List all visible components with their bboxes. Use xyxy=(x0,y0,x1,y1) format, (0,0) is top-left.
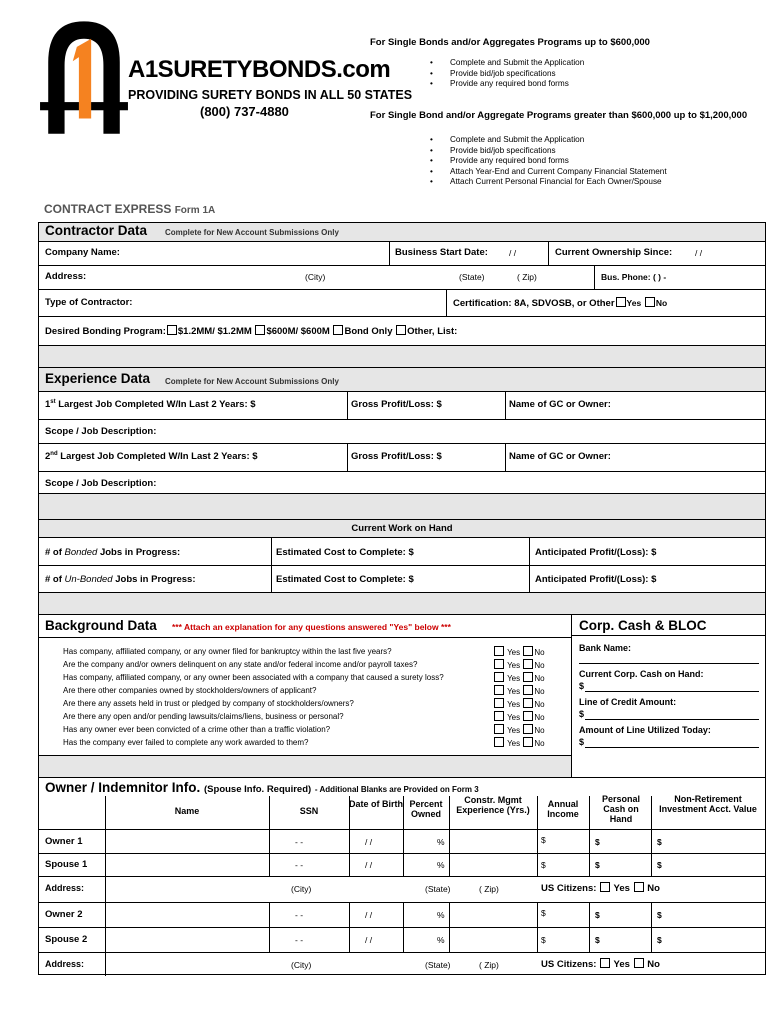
state-field[interactable]: (State) xyxy=(459,272,485,282)
bg-answer-3[interactable]: Yes No xyxy=(493,672,545,683)
unbonded-cost-label: Estimated Cost to Complete: $ xyxy=(276,574,414,585)
col-retirement: Non-Retirement Investment Acct. Value xyxy=(659,794,757,814)
corp-cash-title: Corp. Cash & BLOC xyxy=(579,618,707,633)
program-other-checkbox[interactable] xyxy=(396,325,406,335)
large-bond-heading: For Single Bond and/or Aggregate Programs greater than $600,000 up to $1,200,000 xyxy=(370,110,748,121)
single-bond-heading: For Single Bonds and/or Aggregates Programs up to $600,000 xyxy=(370,37,650,48)
owner-2-label: Owner 2 xyxy=(45,909,83,920)
col-dob: Date of Birth xyxy=(349,799,403,809)
background-title: Background Data xyxy=(45,618,157,633)
program-bond-only-checkbox[interactable] xyxy=(333,325,343,335)
experience-title: Experience Data xyxy=(45,371,151,386)
spouse-1-label: Spouse 1 xyxy=(45,859,88,870)
work-on-hand-title: Current Work on Hand xyxy=(351,523,453,534)
owner-1-income[interactable]: $ xyxy=(541,835,546,845)
contractor-title: Contractor Data xyxy=(45,223,148,238)
gross-profit-2-label: Gross Profit/Loss: $ xyxy=(351,451,442,462)
owner-1-ssn[interactable]: - - xyxy=(295,837,304,847)
owner-title: Owner / Indemnitor Info. (Spouse Info. Required) - Additional Blanks are Provided on Form 3 xyxy=(45,780,479,795)
a1-logo-icon xyxy=(38,16,130,134)
owner-2-dob[interactable]: / / xyxy=(365,910,373,920)
unbonded-profit-label: Anticipated Profit/(Loss): $ xyxy=(535,574,657,585)
gc-owner-2-label: Name of GC or Owner: xyxy=(509,451,611,462)
certification-field: Certification: 8A, SDVOSB, or Other Yes No xyxy=(453,298,668,309)
list-item: • Attach Year-End and Current Company Financial Statement xyxy=(428,167,667,178)
spouse-1-cash[interactable]: $ xyxy=(595,860,600,870)
col-name: Name xyxy=(174,806,200,816)
bus-phone-field[interactable]: Bus. Phone: ( ) - xyxy=(601,272,667,282)
owner-section xyxy=(38,777,766,975)
spouse-2-income[interactable]: $ xyxy=(541,935,546,945)
brand-phone: (800) 737-4880 xyxy=(200,104,289,119)
bg-question-3: Has company, affiliated company, or any owner been associated with a company that caused a surety loss? xyxy=(63,673,444,682)
bank-name-label: Bank Name: xyxy=(579,643,632,653)
contractor-type-label: Type of Contractor: xyxy=(45,297,133,308)
owner-1-percent[interactable]: % xyxy=(437,837,445,847)
gc-owner-1-label: Name of GC or Owner: xyxy=(509,399,611,410)
bg-question-7: Has any owner ever been convicted of a crime other than a traffic violation? xyxy=(63,725,331,734)
address-label: Address: xyxy=(45,271,87,282)
bg-question-4: Are there other companies owned by stockholders/owners of applicant? xyxy=(63,686,317,695)
spouse-2-percent[interactable]: % xyxy=(437,935,445,945)
spouse-1-dob[interactable]: / / xyxy=(365,860,373,870)
scope-2-label: Scope / Job Description: xyxy=(45,478,157,489)
list-item: • Provide bid/job specifications xyxy=(428,146,667,157)
col-experience: Constr. Mgmt Experience (Yrs.) xyxy=(456,795,530,815)
largest-job-2-label: 2nd Largest Job Completed W/In Last 2 Years: $ xyxy=(45,451,258,463)
spouse-2-retirement[interactable]: $ xyxy=(657,935,662,945)
col-cash: Personal Cash on Hand xyxy=(601,794,641,824)
owner-1-retirement[interactable]: $ xyxy=(657,837,662,847)
company-name-label: Company Name: xyxy=(45,247,120,258)
bg-answer-4[interactable]: Yes No xyxy=(493,685,545,696)
form-title: CONTRACT EXPRESS Form 1A xyxy=(44,202,216,216)
owner-address-2-label: Address: xyxy=(45,959,85,969)
list-item: • Attach Current Personal Financial for Each Owner/Spouse xyxy=(428,177,667,188)
bg-question-2: Are the company and/or owners delinquent on any state and/or federal income and/or payroll taxes? xyxy=(63,660,418,669)
spouse-1-percent[interactable]: % xyxy=(437,860,445,870)
owner-address-1-label: Address: xyxy=(45,883,85,893)
bg-question-5: Are there any assets held in trust or pledged by company of stockholders/owners? xyxy=(63,699,354,708)
spouse-1-retirement[interactable]: $ xyxy=(657,860,662,870)
current-ownership-field[interactable]: / / xyxy=(695,248,703,258)
bonding-program-field: Desired Bonding Program: $1.2MM/ $1.2MM $600M/ $600M Bond Only Other, List: xyxy=(45,326,458,337)
list-item: • Complete and Submit the Application xyxy=(428,135,667,146)
bg-answer-7[interactable]: Yes No xyxy=(493,724,545,735)
list-item: • Provide bid/job specifications xyxy=(428,69,584,80)
owner-1-label: Owner 1 xyxy=(45,836,83,847)
owner-address-1-zip[interactable]: ( Zip) xyxy=(479,884,499,894)
owner-1-dob[interactable]: / / xyxy=(365,837,373,847)
bonded-profit-label: Anticipated Profit/(Loss): $ xyxy=(535,547,657,558)
scope-1-label: Scope / Job Description: xyxy=(45,426,157,437)
bg-answer-2[interactable]: Yes No xyxy=(493,659,545,670)
spouse-2-dob[interactable]: / / xyxy=(365,935,373,945)
bg-answer-1[interactable]: Yes No xyxy=(493,646,545,657)
bg-question-6: Are there any open and/or pending lawsuits/claims/liens, business or personal? xyxy=(63,712,344,721)
bonded-jobs-label: # of Bonded Jobs in Progress: xyxy=(45,547,181,558)
current-ownership-label: Current Ownership Since: xyxy=(555,247,673,258)
col-income: Annual Income xyxy=(547,799,579,819)
owner-2-retirement[interactable]: $ xyxy=(657,910,662,920)
bonded-cost-label: Estimated Cost to Complete: $ xyxy=(276,547,414,558)
gross-profit-1-label: Gross Profit/Loss: $ xyxy=(351,399,442,410)
owner-address-1-state[interactable]: (State) xyxy=(425,884,451,894)
large-bond-list xyxy=(428,135,667,188)
brand-tagline: PROVIDING SURETY BONDS IN ALL 50 STATES xyxy=(128,88,413,102)
background-section xyxy=(38,614,766,778)
spouse-2-label: Spouse 2 xyxy=(45,934,88,945)
col-percent: Percent Owned xyxy=(409,799,443,819)
unbonded-jobs-label: # of Un-Bonded Jobs in Progress: xyxy=(45,574,196,585)
contractor-section xyxy=(38,222,766,615)
contractor-note: Complete for New Account Submissions Only xyxy=(165,228,339,237)
col-ssn: SSN xyxy=(299,806,319,816)
owner-1-cash[interactable]: $ xyxy=(595,837,600,847)
city-field[interactable]: (City) xyxy=(305,272,326,282)
experience-note: Complete for New Account Submissions Only xyxy=(165,377,339,386)
list-item: • Provide any required bond forms xyxy=(428,79,584,90)
brand-name: A1SURETYBONDS.com xyxy=(128,56,391,83)
bg-answer-5[interactable]: Yes No xyxy=(493,698,545,709)
program-600m-checkbox[interactable] xyxy=(255,325,265,335)
line-utilized-field[interactable]: $ xyxy=(579,737,585,747)
spouse-2-cash[interactable]: $ xyxy=(595,935,600,945)
spouse-1-income[interactable]: $ xyxy=(541,860,546,870)
owner-2-cash[interactable]: $ xyxy=(595,910,600,920)
line-utilized-label: Amount of Line Utilized Today: xyxy=(579,725,711,735)
owner-2-ssn[interactable]: - - xyxy=(295,910,304,920)
spouse-1-ssn[interactable]: - - xyxy=(295,860,304,870)
owner-2-income[interactable]: $ xyxy=(541,908,546,918)
background-note: *** Attach an explanation for any questions answered "Yes" below *** xyxy=(172,622,451,632)
single-bond-list xyxy=(428,58,584,90)
zip-field[interactable]: ( Zip) xyxy=(517,272,537,282)
largest-job-1-label: 1st Largest Job Completed W/In Last 2 Years: $ xyxy=(45,399,256,411)
owner-address-2-city[interactable]: (City) xyxy=(291,960,312,970)
owner-2-percent[interactable]: % xyxy=(437,910,445,920)
list-item: • Provide any required bond forms xyxy=(428,156,667,167)
list-item: • Complete and Submit the Application xyxy=(428,58,584,69)
bg-answer-6[interactable]: Yes No xyxy=(493,711,545,722)
spouse-2-ssn[interactable]: - - xyxy=(295,935,304,945)
owner-address-2-zip[interactable]: ( Zip) xyxy=(479,960,499,970)
corp-cash-field[interactable]: $ xyxy=(579,681,585,691)
bg-answer-8[interactable]: Yes No xyxy=(493,737,545,748)
credit-line-field[interactable]: $ xyxy=(579,709,585,719)
corp-cash-label: Current Corp. Cash on Hand: xyxy=(579,669,704,679)
business-start-label: Business Start Date: xyxy=(395,247,488,258)
bg-question-1: Has company, affiliated company, or any owner filed for bankruptcy within the last five years? xyxy=(63,647,392,656)
business-start-field[interactable]: / / xyxy=(509,248,517,258)
bg-question-8: Has the company ever failed to complete any work awarded to them? xyxy=(63,738,309,747)
cert-yes-checkbox[interactable] xyxy=(616,297,626,307)
credit-line-label: Line of Credit Amount: xyxy=(579,697,677,707)
cert-no-checkbox[interactable] xyxy=(645,297,655,307)
us-citizens-2[interactable]: US Citizens: Yes No xyxy=(541,959,660,970)
owner-address-2-state[interactable]: (State) xyxy=(425,960,451,970)
program-1-2mm-checkbox[interactable] xyxy=(167,325,177,335)
us-citizens-1[interactable]: US Citizens: Yes No xyxy=(541,883,660,894)
owner-address-1-city[interactable]: (City) xyxy=(291,884,312,894)
